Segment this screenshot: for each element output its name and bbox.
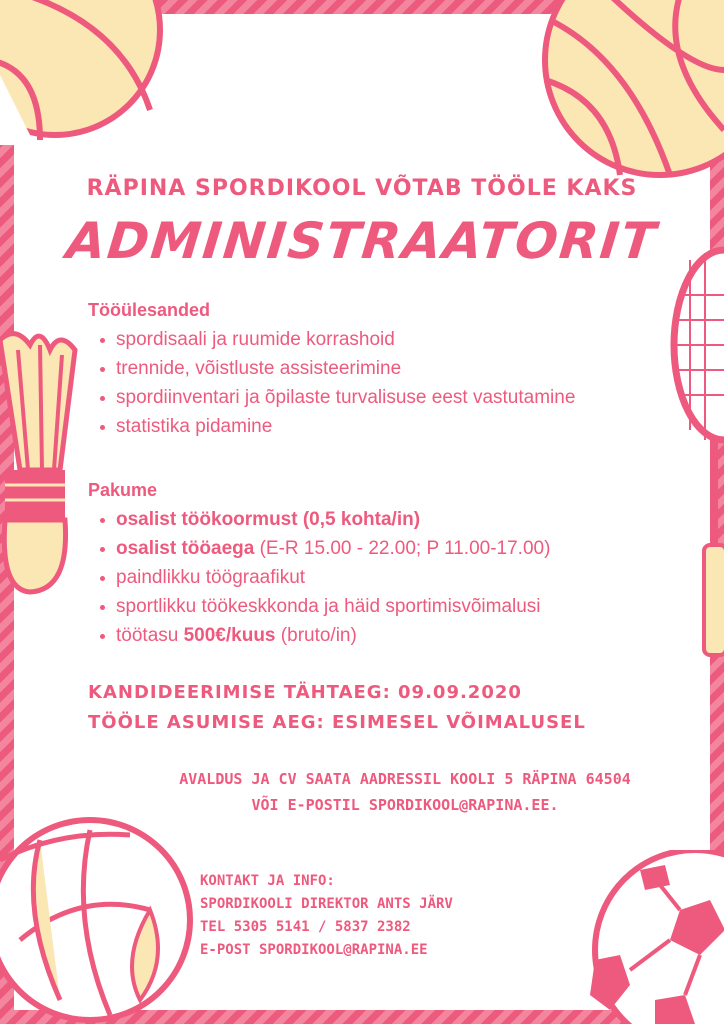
contact-email: E-POST SPORDIKOOL@RAPINA.EE <box>200 942 428 958</box>
list-item: spordiinventari ja õpilaste turvalisuse eest vastutamine <box>100 383 678 412</box>
offer-worktime: osalist tööaega <box>116 538 255 559</box>
contact-title: KONTAKT JA INFO: <box>200 873 335 889</box>
list-item <box>100 505 678 534</box>
contact-director: SPORDIKOOLI DIREKTOR ANTS JÄRV <box>200 896 453 912</box>
list-item: paindlikku töögraafikut <box>100 563 678 592</box>
volleyball-icon <box>0 800 200 1024</box>
list-item: spordisaali ja ruumide korrashoid <box>100 325 678 354</box>
tennis-ball-icon <box>0 0 170 150</box>
basketball-icon <box>540 0 724 180</box>
offer-salary-amount: 500€/kuus <box>183 625 276 646</box>
offer-list <box>88 505 678 650</box>
apply-address: AVALDUS JA CV SAATA AADRESSIL KOOLI 5 RÄPINA 64504 <box>179 770 631 788</box>
list-item <box>100 621 678 650</box>
list-item <box>100 534 678 563</box>
duties-list <box>88 325 678 441</box>
offer-title: Pakume <box>88 480 158 500</box>
offer-workload: osalist töökoormust (0,5 kohta/in) <box>116 509 421 530</box>
offer-salary-label: töötasu <box>116 625 184 646</box>
heading-line-1: RÄPINA SPORDIKOOL VÕTAB TÖÖLE KAKS <box>86 176 638 201</box>
heading-title: ADMINISTRAATORIT <box>63 212 661 270</box>
offer-salary-note: (bruto/in) <box>275 625 357 646</box>
start-date: TÖÖLE ASUMISE AEG: ESIMESEL VÕIMALUSEL <box>88 712 586 733</box>
list-item: trennide, võistluste assisteerimine <box>100 354 678 383</box>
offer-section <box>88 480 678 650</box>
list-item: sportlikku töökeskkonda ja häid sportimisvõimalusi <box>100 592 678 621</box>
list-item: statistika pidamine <box>100 412 678 441</box>
contact-block <box>200 870 600 962</box>
apply-email: VÕI E-POSTIL SPORDIKOOL@RAPINA.EE. <box>251 796 559 814</box>
application-deadline: KANDIDEERIMISE TÄHTAEG: 09.09.2020 <box>88 682 522 703</box>
duties-section <box>88 300 678 441</box>
soccer-ball-icon <box>585 850 724 1024</box>
shuttlecock-icon <box>0 320 80 620</box>
offer-worktime-hours: (E-R 15.00 - 22.00; P 11.00-17.00) <box>254 538 551 559</box>
contact-phone: TEL 5305 5141 / 5837 2382 <box>200 919 411 935</box>
duties-title: Tööülesanded <box>88 300 211 320</box>
